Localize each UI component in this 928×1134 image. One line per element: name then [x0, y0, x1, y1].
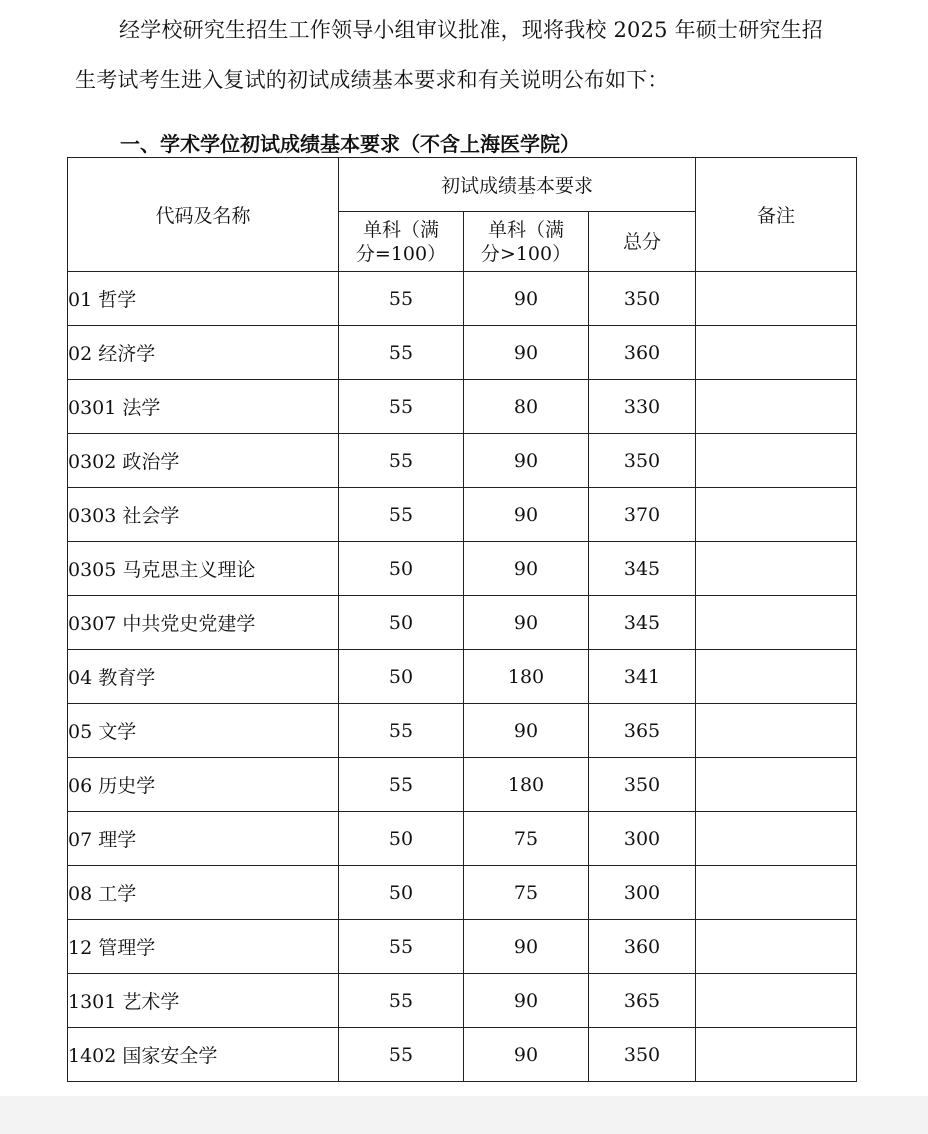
- note-cell: [696, 488, 857, 542]
- table-row: [68, 704, 857, 758]
- table-row: [68, 272, 857, 326]
- table-header-row: [68, 158, 857, 212]
- subject-name-cell: 08 工学: [68, 866, 339, 920]
- total-score-cell: 341: [589, 650, 696, 704]
- single-over-100-cell: 90: [464, 488, 589, 542]
- subject-name-cell: 1301 艺术学: [68, 974, 339, 1028]
- single-over-100-cell: 75: [464, 866, 589, 920]
- table-row: [68, 434, 857, 488]
- total-score-cell: 350: [589, 758, 696, 812]
- single-100-cell: 55: [339, 974, 464, 1028]
- table-row: [68, 1028, 857, 1082]
- note-cell: [696, 812, 857, 866]
- page-bottom-band: [0, 1096, 928, 1134]
- total-score-cell: 350: [589, 434, 696, 488]
- subject-name-cell: 05 文学: [68, 704, 339, 758]
- header-single-over-100: [464, 212, 589, 272]
- total-score-cell: 365: [589, 974, 696, 1028]
- single-100-cell: 55: [339, 326, 464, 380]
- single-over-100-cell: 180: [464, 650, 589, 704]
- single-over-100-cell: 90: [464, 704, 589, 758]
- single-100-cell: 50: [339, 866, 464, 920]
- single-over-100-cell: 90: [464, 974, 589, 1028]
- total-score-cell: 300: [589, 866, 696, 920]
- single-over-100-cell: 80: [464, 380, 589, 434]
- table-row: [68, 380, 857, 434]
- table-row: [68, 974, 857, 1028]
- subject-name-cell: 0302 政治学: [68, 434, 339, 488]
- intro-line-2: 生考试考生进入复试的初试成绩基本要求和有关说明公布如下：: [75, 68, 669, 92]
- total-score-cell: 365: [589, 704, 696, 758]
- single-over-100-cell: 90: [464, 596, 589, 650]
- total-score-cell: 345: [589, 542, 696, 596]
- total-score-cell: 350: [589, 272, 696, 326]
- single-100-cell: 50: [339, 812, 464, 866]
- note-cell: [696, 704, 857, 758]
- subject-name-cell: 02 经济学: [68, 326, 339, 380]
- single-100-cell: 50: [339, 542, 464, 596]
- single-100-cell: 55: [339, 920, 464, 974]
- header-group: 初试成绩基本要求: [339, 158, 696, 212]
- single-100-cell: 55: [339, 1028, 464, 1082]
- note-cell: [696, 434, 857, 488]
- subject-name-cell: 0303 社会学: [68, 488, 339, 542]
- single-100-cell: 55: [339, 434, 464, 488]
- table-row: [68, 326, 857, 380]
- single-over-100-cell: 90: [464, 326, 589, 380]
- note-cell: [696, 758, 857, 812]
- header-single-100: [339, 212, 464, 272]
- header-name: 代码及名称: [68, 158, 339, 272]
- total-score-cell: 345: [589, 596, 696, 650]
- table-row: [68, 866, 857, 920]
- note-cell: [696, 650, 857, 704]
- subject-name-cell: 12 管理学: [68, 920, 339, 974]
- subject-name-cell: 07 理学: [68, 812, 339, 866]
- subject-name-cell: 04 教育学: [68, 650, 339, 704]
- table-row: [68, 812, 857, 866]
- note-cell: [696, 272, 857, 326]
- note-cell: [696, 596, 857, 650]
- table-row: [68, 758, 857, 812]
- subject-name-cell: 0301 法学: [68, 380, 339, 434]
- table-row: [68, 542, 857, 596]
- table-row: [68, 488, 857, 542]
- note-cell: [696, 380, 857, 434]
- subject-name-cell: 01 哲学: [68, 272, 339, 326]
- intro-line-1: 经学校研究生招生工作领导小组审议批准，现将我校 2025 年硕士研究生招: [119, 18, 823, 42]
- subject-name-cell: 1402 国家安全学: [68, 1028, 339, 1082]
- subject-name-cell: 0307 中共党史党建学: [68, 596, 339, 650]
- note-cell: [696, 326, 857, 380]
- single-over-100-cell: 90: [464, 542, 589, 596]
- header-single-100-line2: 分=100）: [355, 242, 447, 265]
- total-score-cell: 300: [589, 812, 696, 866]
- note-cell: [696, 920, 857, 974]
- subject-name-cell: 0305 马克思主义理论: [68, 542, 339, 596]
- header-note: 备注: [696, 158, 857, 272]
- single-100-cell: 55: [339, 272, 464, 326]
- score-requirements-table: [67, 157, 857, 1082]
- header-single-over-line2: 分>100）: [480, 242, 572, 265]
- total-score-cell: 370: [589, 488, 696, 542]
- total-score-cell: 350: [589, 1028, 696, 1082]
- header-single-over-line1: 单科（满: [487, 218, 564, 241]
- single-100-cell: 55: [339, 380, 464, 434]
- total-score-cell: 360: [589, 920, 696, 974]
- header-single-100-line1: 单科（满: [362, 218, 439, 241]
- single-100-cell: 55: [339, 704, 464, 758]
- subject-name-cell: 06 历史学: [68, 758, 339, 812]
- note-cell: [696, 1028, 857, 1082]
- header-total: 总分: [589, 212, 696, 272]
- single-over-100-cell: 90: [464, 920, 589, 974]
- single-over-100-cell: 90: [464, 272, 589, 326]
- single-100-cell: 50: [339, 596, 464, 650]
- single-over-100-cell: 75: [464, 812, 589, 866]
- table-row: [68, 596, 857, 650]
- single-100-cell: 55: [339, 758, 464, 812]
- single-100-cell: 50: [339, 650, 464, 704]
- total-score-cell: 360: [589, 326, 696, 380]
- single-over-100-cell: 180: [464, 758, 589, 812]
- table-row: [68, 920, 857, 974]
- section-title: 一、学术学位初试成绩基本要求（不含上海医学院）: [120, 132, 580, 156]
- single-100-cell: 55: [339, 488, 464, 542]
- note-cell: [696, 974, 857, 1028]
- single-over-100-cell: 90: [464, 434, 589, 488]
- single-over-100-cell: 90: [464, 1028, 589, 1082]
- note-cell: [696, 542, 857, 596]
- note-cell: [696, 866, 857, 920]
- total-score-cell: 330: [589, 380, 696, 434]
- table-row: [68, 650, 857, 704]
